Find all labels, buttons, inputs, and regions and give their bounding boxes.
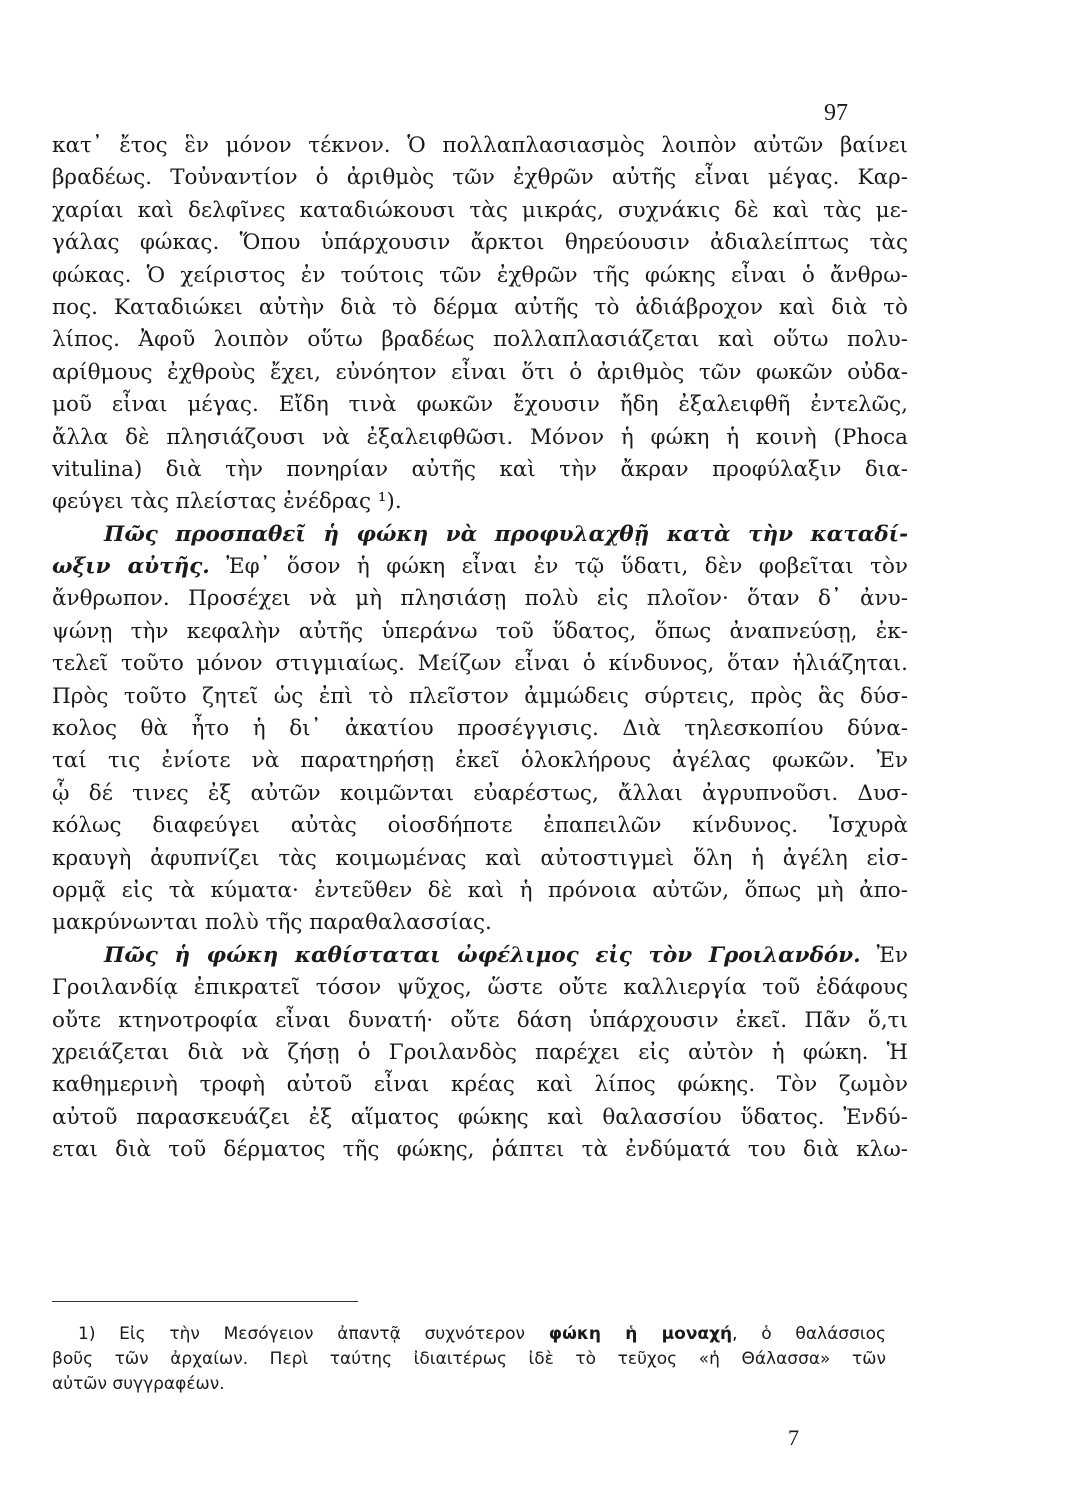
- text-line: κόλως διαφεύγει αὐτὰς οἱοσδήποτε ἐπαπειλῶν κίνδυνος. Ἰσχυρὰ: [52, 813, 908, 839]
- text-line: [52, 940, 908, 972]
- footnote: [52, 1322, 886, 1397]
- footnote-rule: [52, 1301, 358, 1302]
- text-run: Ἐφ᾽ ὅσον ἡ φώκη εἶναι ἐν τῷ ὕδατι, δὲν φοβεῖται τὸν: [209, 554, 908, 580]
- text-line: αρίθμους ἐχθροὺς ἔχει, εὐνόητον εἶναι ὅτι ὁ ἀριθμὸς τῶν φωκῶν οὐδα-: [52, 359, 908, 385]
- text-run: Ἐν: [860, 942, 908, 968]
- text-line: κραυγὴ ἀφυπνίζει τὰς κοιμωμένας καὶ αὐτοστιγμεὶ ὅλη ἡ ἀγέλη εἰσ-: [52, 845, 908, 871]
- text-line: βραδέως. Τοὐναντίον ὁ ἀριθμὸς τῶν ἐχθρῶν αὐτῆς εἶναι μέγας. Καρ-: [52, 165, 908, 191]
- paragraph-2: [52, 519, 908, 940]
- text-line: λίπος. Ἀφοῦ λοιπὸν οὕτω βραδέως πολλαπλασιάζεται καὶ οὕτω πολυ-: [52, 327, 908, 353]
- section-heading-cont: ωξιν αὐτῆς.: [52, 554, 210, 580]
- text-line: χαρίαι καὶ δελφῖνες καταδιώκουσι τὰς μικράς, συχνάκις δὲ καὶ τὰς με-: [52, 197, 908, 223]
- text-line: μακρύνωνται πολὺ τῆς παραθαλασσίας.: [52, 910, 492, 936]
- text-line: [52, 551, 908, 583]
- text-line: οὔτε κτηνοτροφία εἶναι δυνατή· οὔτε δάση ὑπάρχουσιν ἐκεῖ. Πᾶν ὅ,τι: [52, 1007, 908, 1033]
- section-heading: Πῶς προσπαθεῖ ἡ φώκη νὰ προφυλαχθῇ κατὰ τὴν καταδί-: [104, 521, 908, 547]
- text-line: ταί τις ἐνίοτε νὰ παρατηρήσῃ ἐκεῖ ὁλοκλήρους ἀγέλας φωκῶν. Ἐν: [52, 748, 908, 774]
- text-line: γάλας φώκας. Ὅπου ὑπάρχουσιν ἄρκτοι θηρεύουσιν ἀδιαλείπτως τὰς: [52, 230, 908, 256]
- footnote-line: βοῦς τῶν ἀρχαίων. Περὶ ταύτης ἰδιαιτέρως ἰδὲ τὸ τεῦχος «ἡ Θάλασσα» τῶν: [52, 1349, 886, 1369]
- text-line: φώκας. Ὁ χείριστος ἐν τούτοις τῶν ἐχθρῶν τῆς φώκης εἶναι ὁ ἄνθρω-: [52, 262, 908, 288]
- body-text: [52, 130, 908, 1167]
- text-line: ἄλλα δὲ πλησιάζουσι νὰ ἐξαλειφθῶσι. Μόνον ἡ φώκη ἡ κοινὴ (Phoca: [52, 424, 908, 450]
- text-line: vitulina) διὰ τὴν πονηρίαν αὐτῆς καὶ τὴν ἄκραν προφύλαξιν δια-: [52, 456, 908, 482]
- text-line: κολος θὰ ἦτο ἡ δι᾽ ἀκατίου προσέγγισις. Διὰ τηλεσκοπίου δύνα-: [52, 716, 908, 742]
- footnote-line: [52, 1322, 886, 1347]
- text-line: ἄνθρωπον. Προσέχει νὰ μὴ πλησιάσῃ πολὺ εἰς πλοῖον· ὅταν δ᾽ ἀνυ-: [52, 586, 908, 612]
- text-run: 1) Εἰς τὴν Μεσόγειον ἀπαντᾷ συχνότερον: [78, 1324, 549, 1344]
- text-line: τελεῖ τοῦτο μόνον στιγμιαίως. Μείζων εἶναι ὁ κίνδυνος, ὅταν ἡλιάζηται.: [52, 651, 908, 677]
- paragraph-1: [52, 130, 908, 519]
- paragraph-3: [52, 940, 908, 1167]
- text-line: πος. Καταδιώκει αὐτὴν διὰ τὸ δέρμα αὐτῆς τὸ ἀδιάβροχον καὶ διὰ τὸ: [52, 294, 908, 320]
- text-line: αὐτοῦ παρασκευάζει ἐξ αἵματος φώκης καὶ θαλασσίου ὕδατος. Ἐνδύ-: [52, 1104, 908, 1130]
- text-run: , ὁ θαλάσσιος: [732, 1324, 886, 1344]
- text-line: ορμᾷ εἰς τὰ κύματα· ἐντεῦθεν δὲ καὶ ἡ πρόνοια αὐτῶν, ὅπως μὴ ἀπο-: [52, 877, 908, 903]
- text-line: ψώνῃ τὴν κεφαλὴν αὐτῆς ὑπεράνω τοῦ ὕδατος, ὅπως ἀναπνεύσῃ, ἐκ-: [52, 618, 908, 644]
- footnote-bold-term: φώκη ἡ μοναχή: [548, 1324, 733, 1344]
- text-line: φεύγει τὰς πλείστας ἐνέδρας ¹).: [52, 489, 402, 515]
- text-line: Πρὸς τοῦτο ζητεῖ ὡς ἐπὶ τὸ πλεῖστον ἀμμώδεις σύρτεις, πρὸς ἃς δύσ-: [52, 683, 908, 709]
- text-line: εται διὰ τοῦ δέρματος τῆς φώκης, ῥάπτει τὰ ἐνδύματά του διὰ κλω-: [52, 1137, 908, 1163]
- page-number: 97: [824, 100, 848, 126]
- text-line: καθημερινὴ τροφὴ αὐτοῦ εἶναι κρέας καὶ λίπος φώκης. Τὸν ζωμὸν: [52, 1072, 908, 1098]
- text-line: κατ᾽ ἔτος ἓν μόνον τέκνον. Ὁ πολλαπλασιασμὸς λοιπὸν αὐτῶν βαίνει: [52, 133, 908, 158]
- text-line: μοῦ εἶναι μέγας. Εἴδη τινὰ φωκῶν ἔχουσιν ἤδη ἐξαλειφθῆ ἐντελῶς,: [52, 392, 908, 418]
- signature-mark: 7: [788, 1425, 799, 1450]
- text-line: ᾧ δέ τινες ἐξ αὐτῶν κοιμῶνται εὐαρέστως, ἄλλαι ἀγρυπνοῦσι. Δυσ-: [52, 780, 908, 806]
- text-line: Γροιλανδίᾳ ἐπικρατεῖ τόσον ψῦχος, ὥστε οὔτε καλλιεργία τοῦ ἐδάφους: [52, 975, 908, 1001]
- footnote-line: αὐτῶν συγγραφέων.: [52, 1374, 225, 1394]
- text-line: χρειάζεται διὰ νὰ ζήσῃ ὁ Γροιλανδὸς παρέχει εἰς αὐτὸν ἡ φώκη. Ἡ: [52, 1039, 908, 1065]
- section-heading: Πῶς ἡ φώκη καθίσταται ὠφέλιμος εἰς τὸν Γροιλανδόν.: [104, 942, 861, 968]
